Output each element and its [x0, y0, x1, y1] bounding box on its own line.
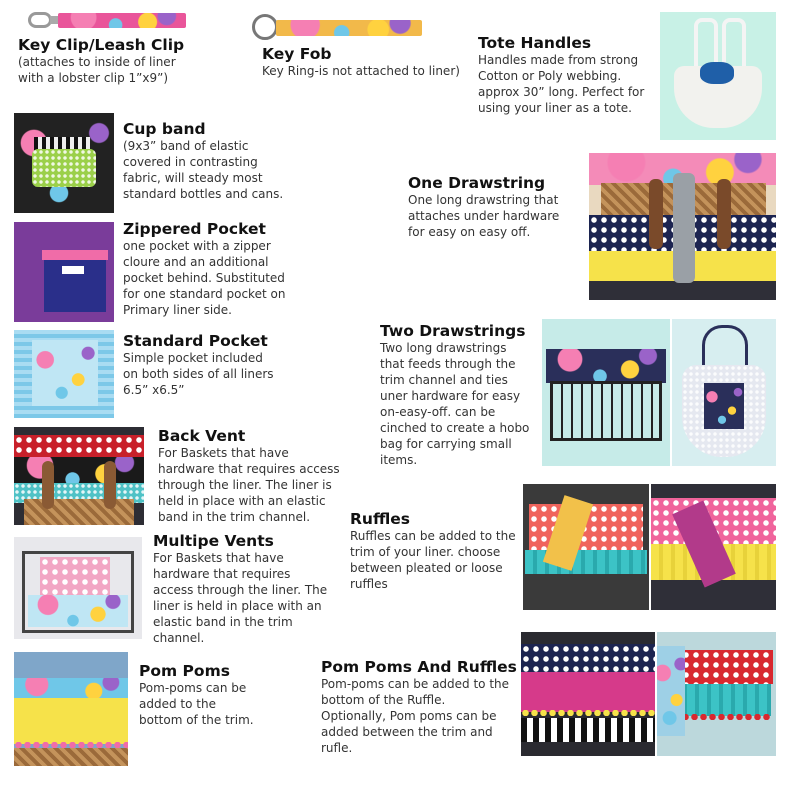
key-fob-photo [252, 12, 424, 42]
zippered-pocket-title: Zippered Pocket [123, 220, 266, 238]
pom-poms-ruffles-desc: Pom-poms can be added to the bottom of the Ruffle. Optionally, Pom poms can be added between the trim and rufle. [321, 677, 510, 755]
pom-poms-photo [14, 652, 128, 766]
zippered-pocket-photo [14, 222, 114, 322]
two-drawstrings-photo-basket [542, 319, 670, 466]
standard-pocket-title: Standard Pocket [123, 332, 268, 350]
ruffles-desc: Ruffles can be added to the trim of your liner. choose between pleated or loose ruffles [350, 529, 516, 591]
key-fob-desc: Key Ring-is not attached to liner) [262, 64, 460, 78]
back-vent-title: Back Vent [158, 427, 246, 445]
one-drawstring-photo [589, 153, 776, 300]
pom-poms-ruffles-title: Pom Poms And Ruffles [321, 658, 517, 676]
ruffles-photo-left [523, 484, 649, 610]
multiple-vents-photo [14, 537, 142, 639]
cup-band-title: Cup band [123, 120, 206, 138]
ruffles-photo-right [651, 484, 776, 610]
standard-pocket-photo [14, 330, 114, 418]
key-clip-title: Key Clip/Leash Clip [18, 36, 185, 54]
tote-handles-desc: Handles made from strong Cotton or Poly webbing. approx 30” long. Perfect for using your liner as a tote. [478, 53, 645, 115]
standard-pocket-desc: Simple pocket included on both sides of all liners 6.5” x6.5” [123, 351, 274, 397]
multiple-vents-desc: For Baskets that have hardware that requires access through the liner. The liner is held in place with an elastic band in the trim channel. [153, 551, 328, 645]
ruffles-title: Ruffles [350, 510, 411, 528]
key-fob-title: Key Fob [262, 45, 332, 63]
one-drawstring-desc: One long drawstring that attaches under hardware for easy on easy off. [408, 193, 560, 239]
pom-poms-title: Pom Poms [139, 662, 230, 680]
zippered-pocket-desc: one pocket with a zipper cloure and an additional pocket behind. Substituted for one standard pocket on Primary liner side. [123, 239, 286, 317]
cup-band-desc: (9x3” band of elastic covered in contrasting fabric, will steady most standard bottles and cans. [123, 139, 284, 201]
pom-poms-desc: Pom-poms can be added to the bottom of the trim. [139, 681, 254, 727]
cup-band-photo [14, 113, 114, 213]
pom-poms-ruffles-photo-right [657, 632, 776, 756]
one-drawstring-title: One Drawstring [408, 174, 546, 192]
two-drawstrings-photo-hobo [672, 319, 776, 466]
back-vent-photo [14, 427, 144, 525]
two-drawstrings-title: Two Drawstrings [380, 322, 526, 340]
key-clip-photo [28, 10, 188, 32]
tote-handles-title: Tote Handles [478, 34, 592, 52]
key-clip-desc: (attaches to inside of liner with a lobster clip 1”x9”) [18, 55, 176, 85]
pom-poms-ruffles-photo-left [521, 632, 655, 756]
two-drawstrings-desc: Two long drawstrings that feeds through the trim channel and ties uner hardware for easy on-easy-off. can be cinched to create a hobo bag for carrying small items. [380, 341, 530, 467]
multiple-vents-title: Multipe Vents [153, 532, 274, 550]
tote-handles-photo [660, 12, 776, 140]
back-vent-desc: For Baskets that have hardware that requires access through the liner. The liner is held in place with an elastic band in the trim channel. [158, 446, 340, 524]
